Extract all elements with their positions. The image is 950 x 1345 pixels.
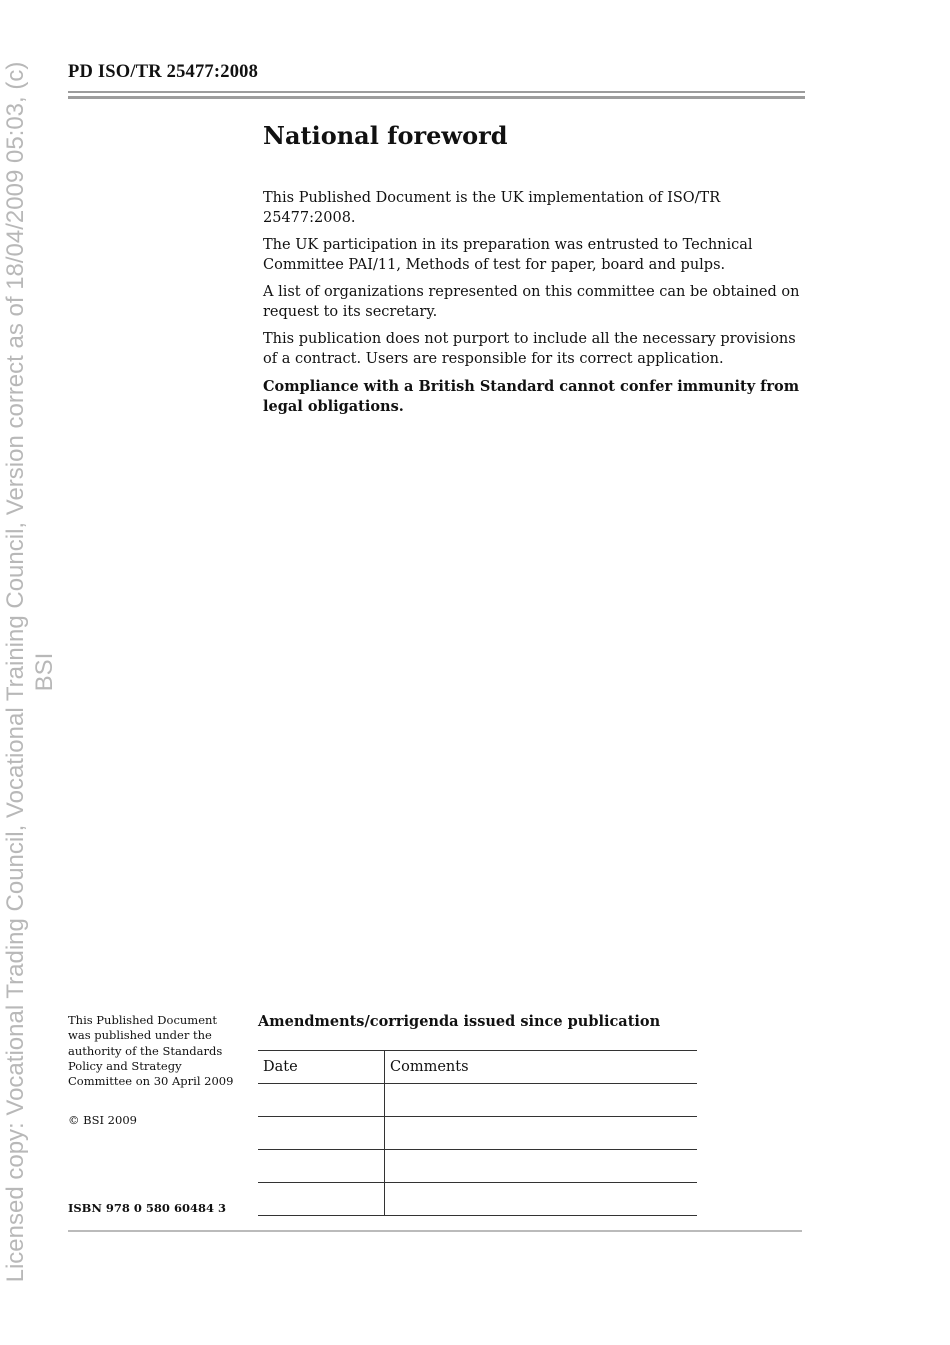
header-rule-thin xyxy=(68,91,805,93)
foreword-paragraph: The UK participation in its preparation was entrusted to Technical Committee PAI/11, Methods of test for paper, board and pulps. xyxy=(263,237,753,273)
foreword-paragraph: This publication does not purport to include all the necessary provisions of a contract. Users are responsible for its correct application. xyxy=(263,331,796,367)
isbn-number: ISBN 978 0 580 60484 3 xyxy=(68,1201,226,1215)
comments-cell xyxy=(385,1183,698,1216)
table-row xyxy=(258,1084,697,1117)
date-cell xyxy=(258,1084,385,1117)
header-double-rule xyxy=(68,91,805,100)
date-cell xyxy=(258,1183,385,1216)
page-title: National foreword xyxy=(263,121,508,150)
comments-cell xyxy=(385,1084,698,1117)
table-row xyxy=(258,1117,697,1150)
comments-cell xyxy=(385,1150,698,1183)
amendments-title: Amendments/corrigenda issued since publication xyxy=(258,1013,661,1030)
foreword-paragraph: This Published Document is the UK implementation of ISO/TR 25477:2008. xyxy=(263,190,721,226)
watermark-text xyxy=(1,12,59,1332)
foreword-body xyxy=(263,189,803,424)
date-cell xyxy=(258,1117,385,1150)
watermark-line-2: BSI xyxy=(31,652,58,692)
comments-cell xyxy=(385,1117,698,1150)
publication-note: This Published Document was published under the authority of the Standards Policy and Strategy Committee on 30 April 2009 xyxy=(68,1013,234,1089)
table-row xyxy=(258,1150,697,1183)
license-watermark xyxy=(0,0,60,1345)
document-id: PD ISO/TR 25477:2008 xyxy=(68,62,259,82)
column-header-date: Date xyxy=(258,1051,385,1084)
copyright-notice: © BSI 2009 xyxy=(68,1113,137,1127)
header-rule-thick xyxy=(68,96,805,99)
table-header-row xyxy=(258,1051,697,1084)
watermark-line-1: Licensed copy: Vocational Trading Council, Vocational Training Council, Version correct as of 18/04/2009 05:03, (c) xyxy=(2,61,29,1283)
amendments-table xyxy=(258,1050,697,1216)
column-header-comments: Comments xyxy=(385,1051,698,1084)
foreword-paragraph: A list of organizations represented on this committee can be obtained on request to its secretary. xyxy=(263,284,800,320)
date-cell xyxy=(258,1150,385,1183)
table-row xyxy=(258,1183,697,1216)
footer-rule xyxy=(68,1230,802,1232)
legal-compliance-note: Compliance with a British Standard cannot confer immunity from legal obligations. xyxy=(263,378,800,415)
